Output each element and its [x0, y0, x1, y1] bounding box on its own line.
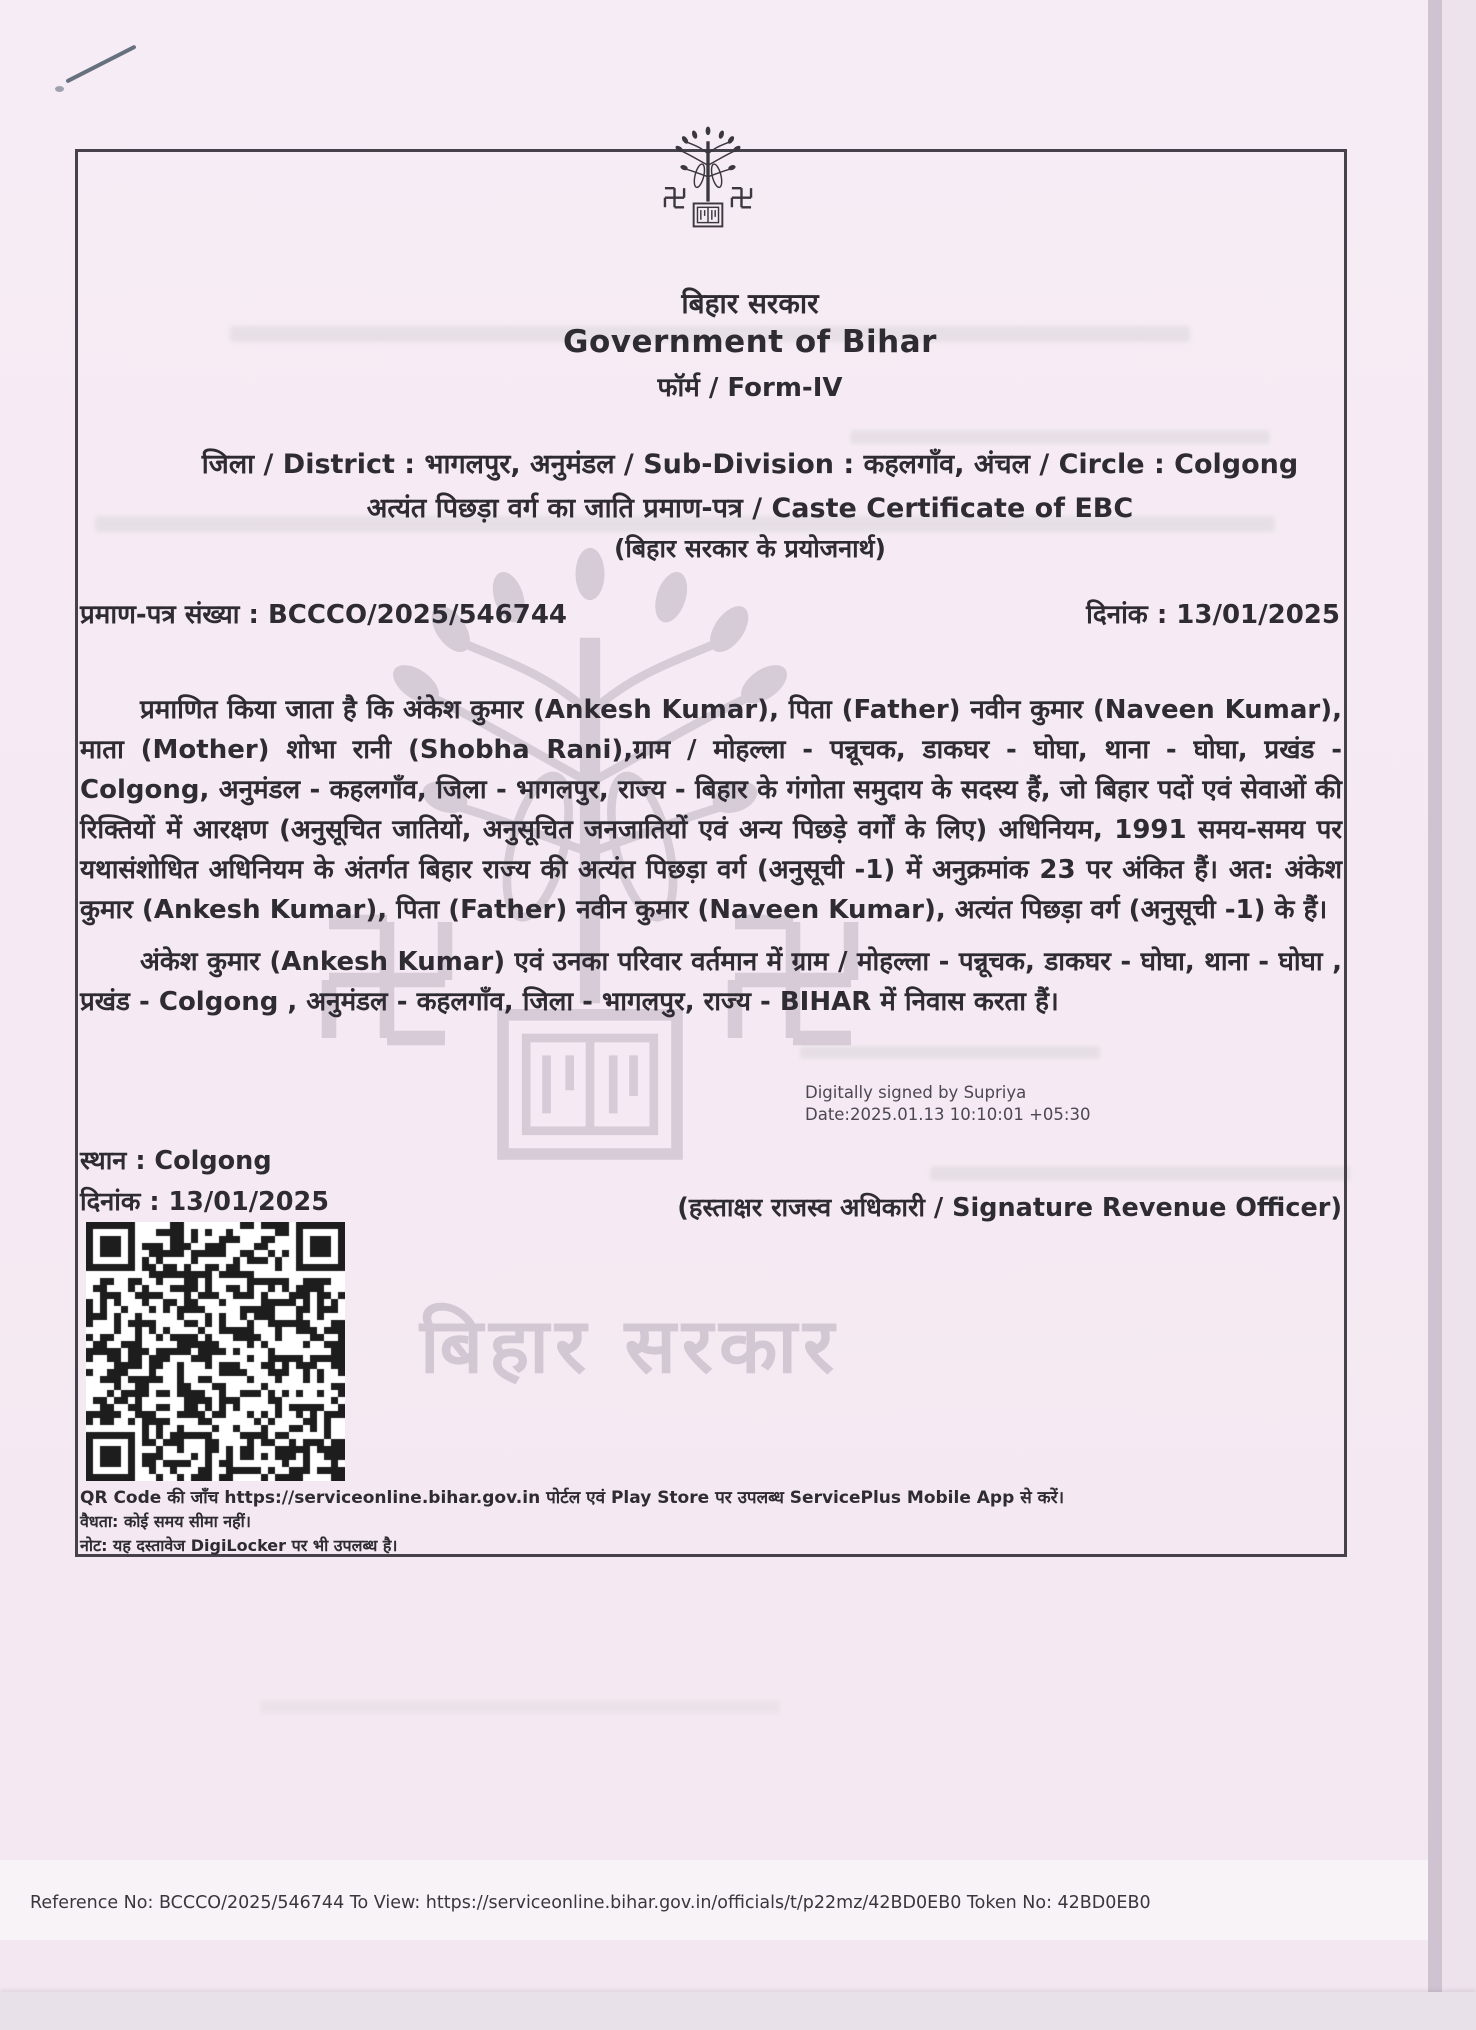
- bihar-emblem-icon: [660, 126, 756, 236]
- reference-line: Reference No: BCCCO/2025/546744 To View: https://serviceonline.bihar.gov.in/officials/t/p22mz/42BD0EB0 Token No: 42BD0EB0: [30, 1893, 1151, 1913]
- pen-scratch-dot: [55, 86, 64, 92]
- signature-officer-label: (हस्ताक्षर राजस्व अधिकारी / Signature Revenue Officer): [677, 1193, 1342, 1223]
- scan-page-edge: [1428, 0, 1442, 2030]
- district-subdivision-circle-line: जिला / District : भागलपुर, अनुमंडल / Sub-Division : कहलगाँव, अंचल / Circle : Colgong: [201, 449, 1299, 480]
- qr-code: [86, 1222, 345, 1481]
- residence-paragraph: अंकेश कुमार (Ankesh Kumar) एवं उनका परिवार वर्तमान में ग्राम / मोहल्ला - पन्नूचक, डाकघर - घोघा, थाना - घोघा , प्रखंड - Colgong , अनुमंडल - कहलगाँव, जिला - भागलपुर, राज्य - BIHAR में निवास करता हैं।: [80, 947, 1342, 1017]
- digital-signature-date: Date:2025.01.13 10:10:01 +05:30: [805, 1105, 1091, 1124]
- watermark-text: बिहार सरकार: [419, 1301, 841, 1390]
- date-label: दिनांक : 13/01/2025: [80, 1187, 330, 1217]
- meta-row: [80, 595, 1342, 631]
- certificate-number: प्रमाण-पत्र संख्या : BCCCO/2025/546744: [80, 600, 568, 630]
- org-name-english: Government of Bihar: [563, 324, 937, 360]
- validity-note: वैधता: कोई समय सीमा नहीं।: [80, 1512, 251, 1531]
- pen-scratch-mark: [65, 45, 136, 84]
- digilocker-note: नोट: यह दस्तावेज DigiLocker पर भी उपलब्ध है।: [80, 1536, 398, 1555]
- qr-verification-note: QR Code की जाँच https://serviceonline.bihar.gov.in पोर्टल एवं Play Store पर उपलब्ध ServicePlus Mobile App से करें।: [80, 1488, 1065, 1508]
- certificate-title: अत्यंत पिछड़ा वर्ग का जाति प्रमाण-पत्र / Caste Certificate of EBC: [366, 493, 1134, 524]
- ink-bleed-smudge: [260, 1700, 780, 1714]
- digital-signature-signer: Digitally signed by Supriya: [805, 1083, 1027, 1102]
- qr-notes: [80, 1486, 1320, 1558]
- digital-signature-block: [805, 1082, 1090, 1126]
- org-name-hindi: बिहार सरकार: [681, 287, 819, 320]
- issue-date: दिनांक : 13/01/2025: [1086, 600, 1340, 630]
- scan-page-margin: [1442, 0, 1476, 2030]
- place-label: स्थान : Colgong: [80, 1146, 272, 1176]
- form-number: फॉर्म / Form-IV: [657, 373, 843, 403]
- scan-bottom-edge: [0, 1992, 1476, 2030]
- certificate-body-paragraph: प्रमाणित किया जाता है कि अंकेश कुमार (Ankesh Kumar), पिता (Father) नवीन कुमार (Naveen Kumar), माता (Mother) शोभा रानी (Shobha Rani),ग्राम / मोहल्ला - पन्नूचक, डाकघर - घोघा, थाना - घोघा, प्रखंड - Colgong, अनुमंडल - कहलगाँव, जिला - भागलपुर, राज्य - बिहार के गंगोता समुदाय के सदस्य हैं, जो बिहार पदों एवं सेवाओं की रिक्तियों में आरक्षण (अनुसूचित जातियों, अनुसूचित जनजातियों एवं अन्य पिछड़े वर्गों के लिए) अधिनियम, 1991 समय-समय पर यथासंशोधित अधिनियम के अंतर्गत बिहार राज्य की अत्यंत पिछड़ा वर्ग (अनुसूची -1) में अनुक्रमांक 23 पर अंकित हैं। अत: अंकेश कुमार (Ankesh Kumar), पिता (Father) नवीन कुमार (Naveen Kumar), अत्यंत पिछड़ा वर्ग (अनुसूची -1) के हैं।: [80, 695, 1342, 925]
- purpose-line: (बिहार सरकार के प्रयोजनार्थ): [614, 534, 886, 563]
